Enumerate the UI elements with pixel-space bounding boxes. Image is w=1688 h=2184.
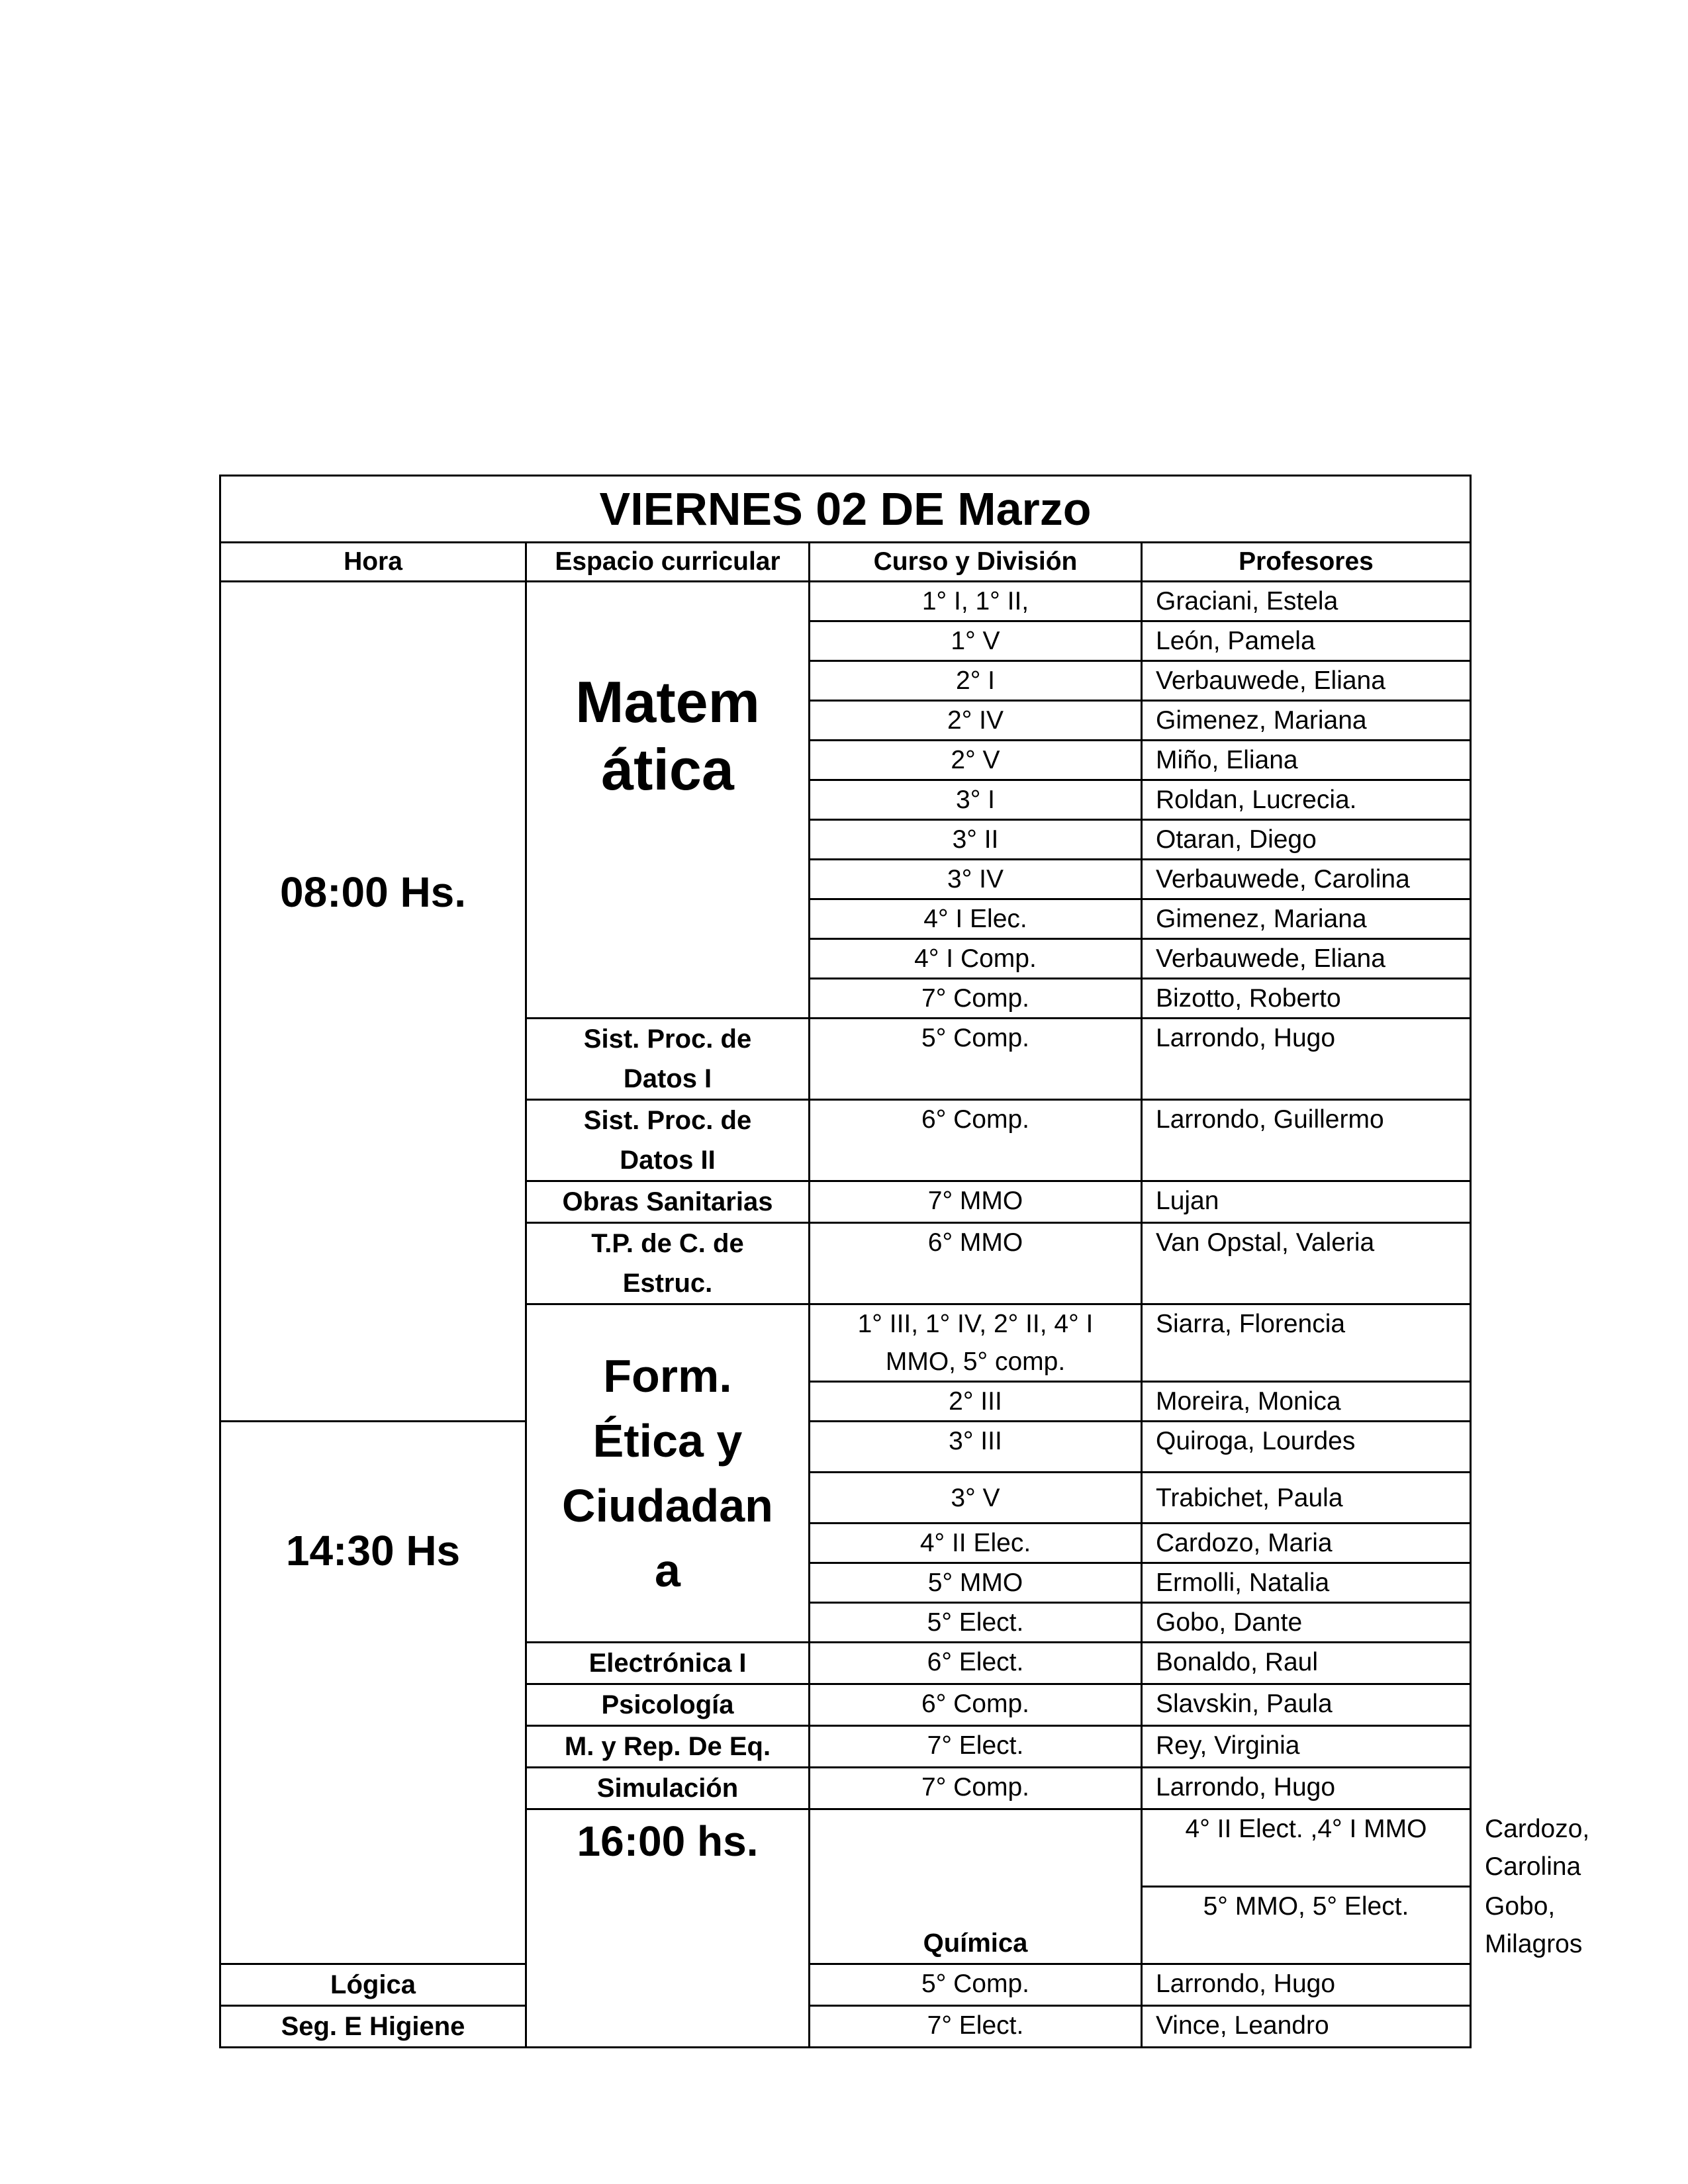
header-espacio: Espacio curricular bbox=[526, 543, 810, 582]
subject-cell: Seg. E Higiene bbox=[220, 2006, 526, 2048]
curso-cell: 1° III, 1° IV, 2° II, 4° I MMO, 5° comp. bbox=[810, 1304, 1142, 1382]
curso-cell: 1° I, 1° II, bbox=[810, 582, 1142, 621]
subject-cell: T.P. de C. de Estruc. bbox=[526, 1223, 810, 1304]
hora-cell: 16:00 hs. bbox=[526, 1809, 810, 2048]
subject-cell: M. y Rep. De Eq. bbox=[526, 1726, 810, 1768]
subject-cell: Matem ática bbox=[526, 582, 810, 1019]
curso-cell: 2° IV bbox=[810, 701, 1142, 741]
profesor-cell: Cardozo, Maria bbox=[1142, 1524, 1471, 1563]
curso-cell: 5° Comp. bbox=[810, 1964, 1142, 2006]
profesor-cell: Verbauwede, Eliana bbox=[1142, 661, 1471, 701]
profesor-cell: Larrondo, Hugo bbox=[1142, 1019, 1471, 1100]
profesor-cell: Larrondo, Hugo bbox=[1142, 1768, 1471, 1809]
profesor-cell: Slavskin, Paula bbox=[1142, 1684, 1471, 1726]
profesor-cell: Miño, Eliana bbox=[1142, 741, 1471, 780]
curso-cell: 6° Comp. bbox=[810, 1100, 1142, 1181]
curso-cell: 6° Comp. bbox=[810, 1684, 1142, 1726]
hora-cell: 08:00 Hs. bbox=[220, 582, 526, 1422]
header-curso: Curso y División bbox=[810, 543, 1142, 582]
subject-cell: Sist. Proc. de Datos I bbox=[526, 1019, 810, 1100]
subject-cell: Sist. Proc. de Datos II bbox=[526, 1100, 810, 1181]
curso-cell: 7° MMO bbox=[810, 1181, 1142, 1223]
profesor-cell: Roldan, Lucrecia. bbox=[1142, 780, 1471, 820]
curso-cell: 4° I Elec. bbox=[810, 899, 1142, 939]
curso-cell: 6° MMO bbox=[810, 1223, 1142, 1304]
curso-cell: 3° II bbox=[810, 820, 1142, 860]
subject-cell: Electrónica I bbox=[526, 1643, 810, 1684]
profesor-cell: Trabichet, Paula bbox=[1142, 1473, 1471, 1524]
profesor-cell: Bizotto, Roberto bbox=[1142, 979, 1471, 1019]
curso-cell: 2° V bbox=[810, 741, 1142, 780]
curso-cell: 5° MMO, 5° Elect. bbox=[1142, 1887, 1471, 1964]
curso-cell: 7° Comp. bbox=[810, 1768, 1142, 1809]
profesor-cell: Vince, Leandro bbox=[1142, 2006, 1471, 2048]
profesor-cell: Moreira, Monica bbox=[1142, 1382, 1471, 1422]
profesor-cell: Van Opstal, Valeria bbox=[1142, 1223, 1471, 1304]
profesor-cell: Gimenez, Mariana bbox=[1142, 899, 1471, 939]
schedule-table bbox=[219, 475, 1590, 2048]
profesor-cell: Larrondo, Hugo bbox=[1142, 1964, 1471, 2006]
curso-cell: 2° III bbox=[810, 1382, 1142, 1422]
subject-cell: Obras Sanitarias bbox=[526, 1181, 810, 1223]
profesor-cell: León, Pamela bbox=[1142, 621, 1471, 661]
profesor-cell: Gobo, Dante bbox=[1142, 1603, 1471, 1643]
curso-cell: 6° Elect. bbox=[810, 1643, 1142, 1684]
curso-cell: 3° III bbox=[810, 1422, 1142, 1473]
table-row: 16:00 hs. Química 4° II Elect. ,4° I MMO Cardozo, Carolina bbox=[220, 1809, 1471, 1887]
profesor-cell: Verbauwede, Eliana bbox=[1142, 939, 1471, 979]
curso-cell: 5° Elect. bbox=[810, 1603, 1142, 1643]
curso-cell: 7° Comp. bbox=[810, 979, 1142, 1019]
table-row bbox=[220, 582, 1471, 621]
profesor-cell: Verbauwede, Carolina bbox=[1142, 860, 1471, 899]
profesor-cell: Gimenez, Mariana bbox=[1142, 701, 1471, 741]
subject-cell: Química bbox=[810, 1809, 1142, 1964]
curso-cell: 4° II Elect. ,4° I MMO bbox=[1142, 1809, 1471, 1887]
curso-cell: 3° V bbox=[810, 1473, 1142, 1524]
curso-cell: 5° Comp. bbox=[810, 1019, 1142, 1100]
table-row bbox=[220, 1422, 1471, 1473]
curso-cell: 3° I bbox=[810, 780, 1142, 820]
profesor-cell: Larrondo, Guillermo bbox=[1142, 1100, 1471, 1181]
subject-cell: Lógica bbox=[220, 1964, 526, 2006]
subject-cell: Psicología bbox=[526, 1684, 810, 1726]
header-row bbox=[220, 543, 1471, 582]
profesor-cell: Otaran, Diego bbox=[1142, 820, 1471, 860]
table-row bbox=[220, 1964, 1471, 2006]
subject-cell: Simulación bbox=[526, 1768, 810, 1809]
page-title: VIERNES 02 DE Marzo bbox=[220, 476, 1471, 543]
curso-cell: 7° Elect. bbox=[810, 2006, 1142, 2048]
profesor-cell: Rey, Virginia bbox=[1142, 1726, 1471, 1768]
subject-cell: Form. Ética y Ciudadan a bbox=[526, 1304, 810, 1643]
profesor-cell: Lujan bbox=[1142, 1181, 1471, 1223]
hora-cell: 14:30 Hs bbox=[220, 1422, 526, 1964]
curso-cell: 1° V bbox=[810, 621, 1142, 661]
profesor-cell: Graciani, Estela bbox=[1142, 582, 1471, 621]
profesor-cell: Quiroga, Lourdes bbox=[1142, 1422, 1471, 1473]
table-row bbox=[220, 2006, 1471, 2048]
curso-cell: 3° IV bbox=[810, 860, 1142, 899]
curso-cell: 4° I Comp. bbox=[810, 939, 1142, 979]
curso-cell: 4° II Elec. bbox=[810, 1524, 1142, 1563]
profesor-cell: Ermolli, Natalia bbox=[1142, 1563, 1471, 1603]
profesor-cell: Bonaldo, Raul bbox=[1142, 1643, 1471, 1684]
curso-cell: 2° I bbox=[810, 661, 1142, 701]
curso-cell: 7° Elect. bbox=[810, 1726, 1142, 1768]
table-row: 5° MMO, 5° Elect. Gobo, Milagros bbox=[220, 1887, 1471, 1964]
profesor-cell: Siarra, Florencia bbox=[1142, 1304, 1471, 1382]
header-hora: Hora bbox=[220, 543, 526, 582]
curso-cell: 5° MMO bbox=[810, 1563, 1142, 1603]
header-profesores: Profesores bbox=[1142, 543, 1471, 582]
